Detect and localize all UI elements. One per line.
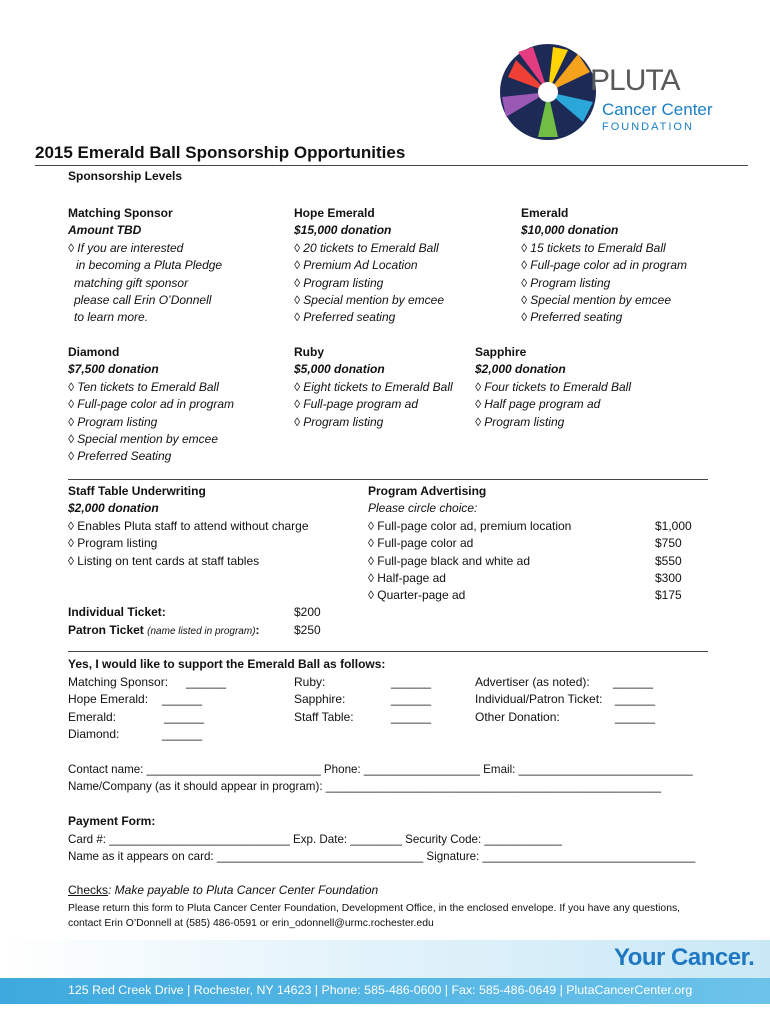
level-item: to learn more. [74,310,149,325]
level-item: ◊ Preferred seating [294,310,396,325]
section-rule-2 [68,651,708,652]
level-item: ◊ Preferred Seating [68,449,172,464]
support-col-2 [294,674,444,726]
logo-mark-icon [498,42,598,142]
page-title: 2015 Emerald Ball Sponsorship Opportunities [35,143,406,162]
level-item: ◊ If you are interested [68,240,184,255]
patron-ticket-row [68,622,260,640]
support-row [68,726,238,743]
level-item: in becoming a Pluta Pledge [76,258,223,273]
level-amount: Amount TBD [68,223,142,238]
checks-label: Checks [68,883,109,897]
footer-tagline: Your Cancer. [614,944,755,971]
level-sapphire [475,344,631,431]
support-row [475,709,675,726]
staff-name: Staff Table Underwriting [68,484,206,498]
ad-option-label: ◊ Full-page color ad, premium location [368,518,572,533]
card-line[interactable]: Card #: ____________________________ Exp. Date: ________ Security Code: ____________ [68,833,562,846]
level-item: ◊ Full-page color ad in program [521,258,688,273]
support-label: Diamond: [68,727,120,742]
level-item: ◊ Preferred seating [521,310,623,325]
support-row [475,691,675,708]
level-item: ◊ 20 tickets to Emerald Ball [294,240,439,255]
support-blank[interactable]: ______ [613,675,654,689]
level-item: ◊ Special mention by emcee [521,293,672,308]
support-heading: Yes, I would like to support the Emerald Ball as follows: [68,657,386,671]
patron-ticket-colon: : [255,623,260,637]
support-label: Advertiser (as noted): [475,675,590,689]
staff-item: ◊ Listing on tent cards at staff tables [68,553,260,568]
section-rule [68,479,708,480]
level-name: Hope Emerald [294,206,375,220]
ad-option-price: $750 [655,536,682,551]
footer-address: 125 Red Creek Drive | Rochester, NY 14623 | Phone: 585-486-0600 | Fax: 585-486-0649 | PlutaCancerCenter.org [68,983,693,997]
staff-amount: $2,000 donation [68,501,159,516]
company-line[interactable]: Name/Company (as it should appear in program): ____________________________________________________ [68,780,662,793]
support-row [294,691,444,708]
level-item: ◊ Half page program ad [475,397,601,412]
ad-option-label: ◊ Quarter-page ad [368,588,466,603]
support-row [68,674,238,691]
staff-item: ◊ Enables Pluta staff to attend without charge [68,518,309,533]
staff-item: ◊ Program listing [68,536,158,551]
support-row [294,674,444,691]
support-blank[interactable]: ______ [162,692,203,707]
level-name: Emerald [521,206,569,220]
logo-line3: FOUNDATION [602,121,694,133]
support-label: Individual/Patron Ticket: [475,692,603,707]
support-blank[interactable]: ______ [164,709,205,724]
level-item: ◊ Ten tickets to Emerald Ball [68,379,219,394]
support-row [68,709,238,726]
support-blank[interactable]: ______ [186,675,227,689]
contact-line[interactable]: Contact name: ___________________________ Phone: __________________ Email: ___________________________ [68,763,693,776]
ad-note: Please circle choice: [368,501,478,516]
levels-heading: Sponsorship Levels [68,169,183,183]
ad-option[interactable] [368,518,698,535]
patron-ticket-price: $250 [294,623,321,637]
level-item: ◊ Program listing [475,414,565,429]
level-item: ◊ Four tickets to Emerald Ball [475,379,631,394]
level-emerald [521,205,687,327]
level-item: ◊ Full-page color ad in program [68,397,235,412]
level-amount: $2,000 donation [475,362,566,377]
level-item: matching gift sponsor [74,275,189,290]
patron-ticket-label: Patron Ticket [68,623,144,637]
level-item: ◊ Special mention by emcee [68,432,219,447]
individual-ticket-label: Individual Ticket: [68,605,166,619]
ad-option-price: $1,000 [655,518,692,533]
level-name: Ruby [294,345,324,359]
ad-option[interactable] [368,587,698,604]
pluta-logo [498,42,738,142]
patron-ticket-note: (name listed in program) [147,626,256,637]
ad-option[interactable] [368,570,698,587]
support-label: Emerald: [68,709,117,724]
logo-name: PLUTA [590,64,680,97]
level-diamond [68,344,234,466]
staff-table-block [68,483,309,570]
support-col-1 [68,674,238,744]
support-label: Ruby: [294,675,326,689]
level-item: ◊ Program listing [521,275,611,290]
ad-option-price: $300 [655,570,682,585]
logo-line2: Cancer Center [602,100,713,119]
ad-option-label: ◊ Full-page color ad [368,536,474,551]
ad-heading: Program Advertising [368,484,487,498]
support-label: Other Donation: [475,709,560,724]
support-blank[interactable]: ______ [162,727,203,742]
ad-option-price: $175 [655,588,682,603]
level-item: please call Erin O’Donnell [74,293,212,308]
level-item: ◊ Full-page program ad [294,397,418,412]
support-label: Hope Emerald: [68,692,149,707]
level-name: Sapphire [475,345,527,359]
support-blank[interactable]: ______ [391,675,432,689]
checks-text: : Make payable to Pluta Cancer Center Foundation [108,883,379,897]
level-item: ◊ Program listing [294,275,384,290]
individual-ticket-price: $200 [294,605,321,619]
support-col-3 [475,674,675,726]
support-blank[interactable]: ______ [615,709,656,724]
ad-option[interactable] [368,553,698,570]
level-item: ◊ 15 tickets to Emerald Ball [521,240,666,255]
level-item: ◊ Program listing [68,414,158,429]
level-matching-sponsor [68,205,222,327]
ad-option-price: $550 [655,553,682,568]
support-row [294,709,444,726]
ad-option-label: ◊ Full-page black and white ad [368,553,531,568]
support-row [68,691,238,708]
support-blank[interactable]: ______ [391,692,432,707]
program-advertising-block [368,483,698,605]
return-instructions-2: contact Erin O’Donnell at (585) 486-0591 or erin_odonnell@urmc.rochester.edu [68,918,434,929]
support-label: Sapphire: [294,692,346,707]
level-item: ◊ Premium Ad Location [294,258,418,273]
support-blank[interactable]: ______ [615,692,656,707]
level-ruby [294,344,453,431]
level-amount: $15,000 donation [294,223,392,238]
title-rule [35,165,748,166]
ad-option[interactable] [368,535,698,552]
level-name: Diamond [68,345,120,359]
level-item: ◊ Program listing [294,414,384,429]
level-name: Matching Sponsor [68,206,173,220]
level-amount: $5,000 donation [294,362,385,377]
level-amount: $7,500 donation [68,362,159,377]
support-row [475,674,675,691]
level-hope-emerald [294,205,444,327]
checks-line [68,882,378,899]
support-label: Matching Sponsor: [68,675,169,689]
payment-heading: Payment Form: [68,814,156,828]
level-amount: $10,000 donation [521,223,619,238]
name-on-card-line[interactable]: Name as it appears on card: ________________________________ Signature: _________________________________ [68,850,696,863]
support-blank[interactable]: ______ [391,709,432,724]
ad-option-label: ◊ Half-page ad [368,570,446,585]
return-instructions-1: Please return this form to Pluta Cancer Center Foundation, Development Office, in the enclosed envelope. If you have any questions, [68,903,681,914]
level-item: ◊ Special mention by emcee [294,293,445,308]
support-label: Staff Table: [294,709,354,724]
level-item: ◊ Eight tickets to Emerald Ball [294,379,453,394]
